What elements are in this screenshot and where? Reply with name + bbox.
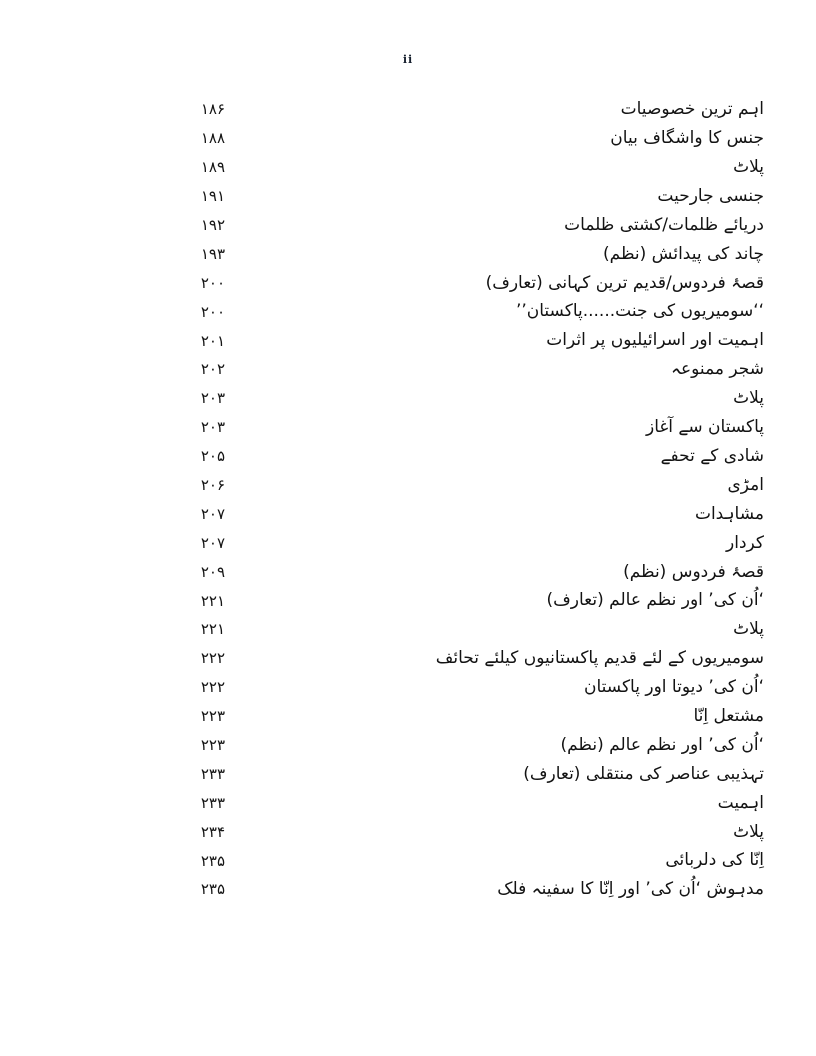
toc-entry-title: جنس کا واشگاف بیان [610, 128, 764, 149]
toc-entry-title: پلاٹ [733, 157, 764, 178]
toc-entry [183, 471, 764, 500]
toc-entry-title: ‘‘سومیریوں کی جنت......پاکستان’’ [515, 301, 764, 322]
toc-page-number: ۲۲۱ [200, 591, 225, 610]
toc-entry-title: اِنّا کی دلربائی [665, 850, 764, 871]
toc-entry-title: مشاہدات [694, 503, 764, 524]
toc-entry [183, 615, 764, 644]
toc-entry-title: ‘اُن کی’ اور نظم عالم (نظم) [560, 734, 764, 755]
toc-page-number: ۲۰۰ [200, 273, 225, 292]
toc-entry [183, 528, 764, 557]
toc-entry-title: قصۂ فردوس (نظم) [623, 561, 764, 582]
toc-page-number: ۲۲۲ [200, 678, 225, 697]
toc-entry [183, 673, 764, 702]
toc-entry-title: ‘اُن کی’ دیوتا اور پاکستان [584, 677, 764, 698]
toc-page-number: ۲۳۳ [200, 793, 225, 812]
toc-page-number: ۱۸۸ [200, 129, 225, 148]
toc-entry-title: اہمیت اور اسرائیلیوں پر اثرات [546, 330, 764, 351]
toc-entry [183, 239, 764, 268]
toc-page-number: ۲۳۴ [200, 822, 225, 841]
toc-entry [183, 759, 764, 788]
toc-entry [183, 731, 764, 760]
toc-page-number: ۲۰۵ [200, 447, 225, 466]
toc-entry-title: شجر ممنوعہ [671, 359, 764, 380]
toc-entry [183, 268, 764, 297]
toc-entry [183, 702, 764, 731]
toc-entry-title: سومیریوں کے لئے قدیم پاکستانیوں کیلئے تحائف [435, 648, 764, 669]
toc-page-number: ۲۰۲ [200, 360, 225, 379]
toc-entry [183, 355, 764, 384]
toc-entry [183, 384, 764, 413]
toc-page-number: ۲۲۳ [200, 736, 225, 755]
toc-entry [183, 124, 764, 153]
toc-entry-title: امڑی [727, 474, 764, 495]
toc-entry-title: مشتعل اِنّا [693, 705, 764, 726]
toc-entry-title: پلاٹ [733, 821, 764, 842]
toc-entry [183, 846, 764, 875]
toc-entry [183, 297, 764, 326]
toc-entry-title: ‘اُن کی’ اور نظم عالم (تعارف) [546, 590, 764, 611]
toc-entry [183, 211, 764, 240]
toc-entry-title: شادی کے تحفے [660, 445, 764, 466]
toc-entry [183, 442, 764, 471]
toc-entry-title: پاکستان سے آغاز [646, 417, 764, 438]
toc-page-number: ۲۰۳ [200, 418, 225, 437]
toc-entry [183, 95, 764, 124]
toc-page-number: ۱۸۶ [200, 100, 225, 119]
toc-entry-title: پلاٹ [733, 619, 764, 640]
toc-page-number: ۲۰۷ [200, 533, 225, 552]
toc-page-number: ۱۹۲ [200, 216, 225, 234]
toc-entry-title: اہمیت [717, 792, 764, 813]
toc-entry-title: چاند کی پیدائش (نظم) [603, 243, 764, 264]
toc-entry [183, 499, 764, 528]
toc-page-number: ۲۳۵ [200, 851, 225, 870]
toc-list [183, 95, 764, 904]
toc-entry [183, 788, 764, 817]
toc-entry [183, 875, 764, 904]
toc-entry [183, 413, 764, 442]
page-number-roman: ii [402, 53, 414, 66]
toc-page-number: ۱۸۹ [200, 158, 225, 177]
toc-page-number: ۲۰۳ [200, 389, 225, 408]
toc-page-number: ۲۰۰ [200, 302, 225, 321]
toc-entry-title: جنسی جارحیت [657, 185, 764, 206]
toc-entry [183, 326, 764, 355]
toc-page-number: ۲۲۲ [200, 649, 225, 668]
toc-entry-title: کردار [726, 532, 764, 553]
toc-page-number: ۲۳۵ [200, 880, 225, 899]
toc-entry [183, 153, 764, 182]
toc-entry [183, 817, 764, 846]
toc-entry-title: مدہوش ‘اُن کی’ اور اِنّا کا سفینہ فلک [497, 879, 764, 900]
toc-entry [183, 586, 764, 615]
toc-entry-title: پلاٹ [733, 388, 764, 409]
toc-entry [183, 182, 764, 211]
toc-page-number: ۲۳۳ [200, 764, 225, 783]
toc-entry [183, 557, 764, 586]
toc-page-number: ۲۰۱ [200, 331, 225, 350]
toc-page-number: ۲۰۹ [200, 562, 225, 581]
toc-page-number: ۲۰۷ [200, 504, 225, 523]
toc-page-number: ۱۹۳ [200, 244, 225, 263]
toc-page-number: ۲۲۱ [200, 620, 225, 639]
toc-entry-title: قصۂ فردوس/قدیم ترین کہانی (تعارف) [485, 272, 764, 293]
toc-entry [183, 644, 764, 673]
toc-entry-title: دریائے ظلمات/کشتی ظلمات [564, 214, 764, 235]
toc-page-number: ۲۰۶ [200, 476, 225, 495]
toc-entry-title: تہذیبی عناصر کی منتقلی (تعارف) [523, 763, 764, 784]
toc-entry-title: اہم ترین خصوصیات [620, 99, 764, 120]
toc-page-number: ۱۹۱ [200, 187, 225, 206]
toc-page-number: ۲۲۳ [200, 707, 225, 726]
